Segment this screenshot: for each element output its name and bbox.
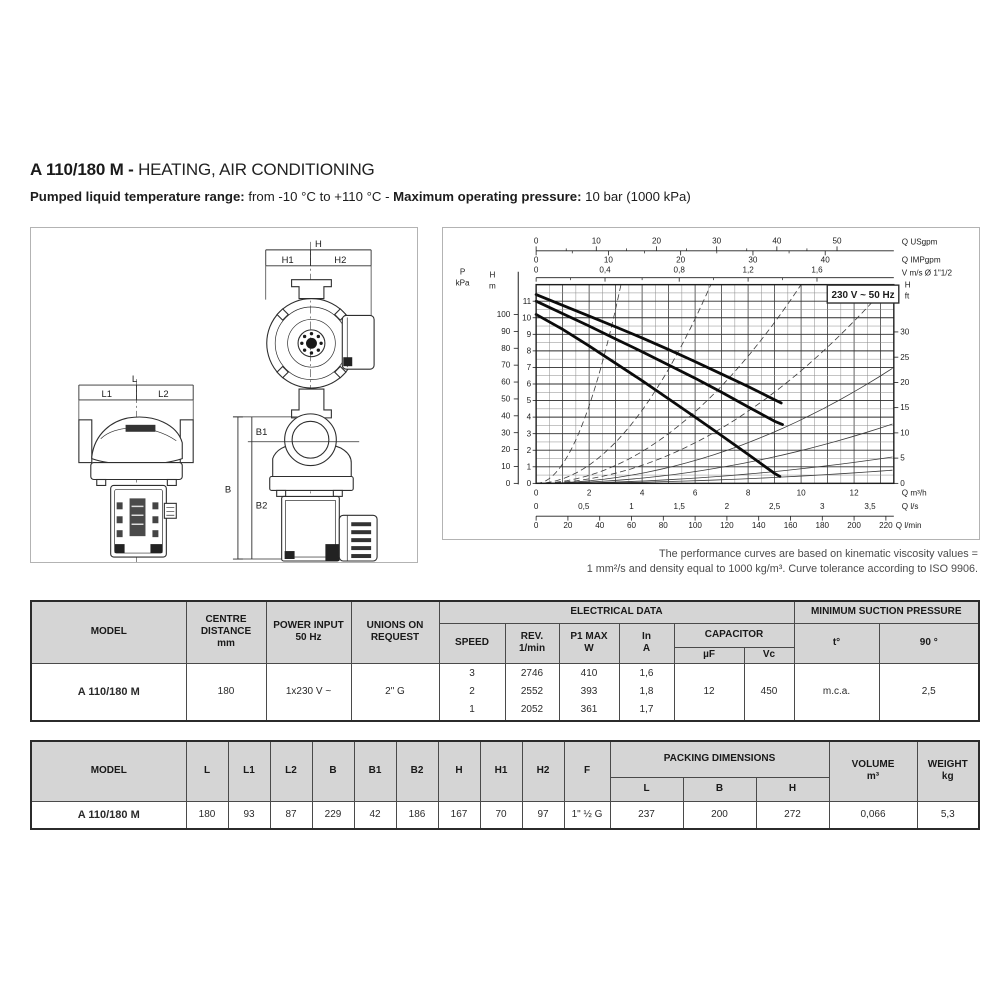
- col-header-p1max: P1 MAX W: [559, 623, 619, 663]
- svg-text:0: 0: [526, 478, 532, 488]
- subtitle-pressure-label: Maximum operating pressure:: [393, 189, 582, 204]
- subtitle-temp-value: from -10 °C to +110 °C -: [244, 189, 394, 204]
- power-input-value: 1x230 V ~: [266, 663, 351, 721]
- svg-text:9: 9: [526, 329, 532, 339]
- svg-text:20: 20: [501, 445, 511, 455]
- group-header-min-suction-pressure: MINIMUM SUCTION PRESSURE: [794, 601, 979, 623]
- model-title: A 110/180 M -: [30, 160, 139, 179]
- svg-text:20: 20: [900, 377, 910, 387]
- svg-text:0,8: 0,8: [673, 265, 685, 275]
- svg-text:1,5: 1,5: [673, 502, 685, 512]
- capacitor-vc-value: 450: [744, 663, 794, 721]
- col-header-vc: Vc: [744, 647, 794, 663]
- col-header-volume: VOLUME m³: [829, 741, 917, 801]
- subtitle-temp-label: Pumped liquid temperature range:: [30, 189, 245, 204]
- speed-values: 3 2 1: [439, 663, 505, 721]
- svg-text:60: 60: [626, 521, 637, 531]
- capacitor-uf-value: 12: [674, 663, 744, 721]
- svg-text:20: 20: [676, 255, 686, 265]
- svg-text:100: 100: [688, 521, 702, 531]
- H-value: 167: [438, 801, 480, 829]
- dim-label-B1: B1: [255, 426, 268, 438]
- svg-text:0: 0: [533, 488, 539, 498]
- svg-text:5: 5: [900, 453, 905, 463]
- pump-curve-speed-1: [536, 314, 780, 476]
- flange-band-side: [270, 477, 354, 491]
- svg-text:15: 15: [900, 403, 910, 413]
- chart-note: [338, 547, 978, 577]
- side-connector: [164, 503, 176, 518]
- table-row: [31, 663, 979, 721]
- svg-text:1: 1: [526, 462, 532, 472]
- svg-text:4: 4: [526, 412, 532, 422]
- svg-text:0: 0: [533, 265, 539, 275]
- svg-text:10: 10: [501, 462, 511, 472]
- svg-text:0: 0: [533, 502, 539, 512]
- side-view-drawing: [225, 414, 377, 561]
- pack-L-value: 237: [610, 801, 683, 829]
- svg-text:160: 160: [783, 521, 798, 531]
- col-header-L2: L2: [270, 741, 312, 801]
- svg-text:4: 4: [639, 488, 645, 498]
- svg-text:3: 3: [526, 429, 532, 439]
- svg-text:10: 10: [591, 236, 601, 246]
- B-value: 229: [312, 801, 354, 829]
- svg-text:40: 40: [772, 236, 782, 246]
- svg-text:m: m: [489, 281, 496, 291]
- svg-text:140: 140: [751, 521, 766, 531]
- svg-text:0: 0: [533, 255, 539, 265]
- svg-text:0,5: 0,5: [578, 502, 590, 512]
- svg-text:2: 2: [724, 502, 730, 512]
- col-header-unions: UNIONS ON REQUEST: [351, 601, 439, 663]
- svg-text:H: H: [904, 280, 911, 290]
- page-title: [30, 160, 375, 180]
- svg-text:1,2: 1,2: [742, 265, 754, 275]
- L1-value: 93: [228, 801, 270, 829]
- dimension-drawings-panel: [30, 227, 418, 563]
- performance-chart-panel: [442, 227, 980, 540]
- pump-dimension-drawing: [31, 228, 417, 562]
- dim-label-H2: H2: [334, 254, 347, 266]
- performance-chart: [443, 228, 979, 539]
- col-header-t: t°: [794, 623, 879, 663]
- svg-text:5: 5: [526, 396, 532, 406]
- svg-text:10: 10: [603, 255, 613, 265]
- model-cell: A 110/180 M: [31, 801, 186, 829]
- svg-text:3,5: 3,5: [864, 502, 876, 512]
- svg-text:2: 2: [526, 445, 532, 455]
- col-header-B2: B2: [396, 741, 438, 801]
- svg-text:10: 10: [900, 428, 910, 438]
- svg-text:V m/s Ø 1"1/2: V m/s Ø 1"1/2: [901, 268, 953, 278]
- svg-text:70: 70: [501, 360, 511, 370]
- svg-text:10: 10: [796, 488, 806, 498]
- dim-label-L: L: [131, 374, 138, 386]
- svg-text:11: 11: [522, 296, 532, 306]
- svg-text:40: 40: [820, 255, 830, 265]
- name-plate: [130, 498, 146, 536]
- col-header-H: H: [438, 741, 480, 801]
- group-header-electrical-data: ELECTRICAL DATA: [439, 601, 794, 623]
- col-header-speed: SPEED: [439, 623, 505, 663]
- weight-value: 5,3: [917, 801, 979, 829]
- B2-value: 186: [396, 801, 438, 829]
- volute-body: [92, 417, 182, 465]
- svg-text:60: 60: [501, 377, 511, 387]
- dim-label-H1: H1: [281, 254, 294, 266]
- dim-label-L1: L1: [101, 388, 112, 400]
- svg-text:6: 6: [526, 379, 532, 389]
- top-view-drawing: [79, 374, 193, 562]
- svg-text:40: 40: [595, 521, 605, 531]
- svg-text:30: 30: [900, 327, 910, 337]
- group-header-packing: PACKING DIMENSIONS: [610, 741, 829, 777]
- svg-text:220: 220: [879, 521, 893, 531]
- svg-text:30: 30: [501, 428, 511, 438]
- svg-text:50: 50: [832, 236, 842, 246]
- note-line-2: 1 mm²/s and density equal to 1000 kg/m³. Curve tolerance according to ISO 9906.: [586, 563, 978, 576]
- svg-text:0: 0: [533, 236, 539, 246]
- model-cell: A 110/180 M: [31, 663, 186, 721]
- svg-text:8: 8: [526, 346, 532, 356]
- pack-B-value: 200: [683, 801, 756, 829]
- in-values: 1,6 1,8 1,7: [619, 663, 674, 721]
- svg-text:0: 0: [533, 521, 539, 531]
- svg-text:P: P: [459, 267, 466, 277]
- svg-text:25: 25: [900, 352, 910, 362]
- col-header-pack-H: H: [756, 777, 829, 801]
- svg-text:1,6: 1,6: [811, 265, 823, 275]
- pump-curve-speed-2: [536, 301, 782, 424]
- F-value: 1" ½ G: [564, 801, 610, 829]
- svg-text:50: 50: [501, 394, 511, 404]
- dimensions-table: [30, 740, 980, 830]
- left-flange: [79, 420, 92, 463]
- dim-label-B: B: [224, 484, 232, 496]
- svg-text:30: 30: [712, 236, 722, 246]
- p1max-values: 410 393 361: [559, 663, 619, 721]
- svg-text:2,5: 2,5: [768, 502, 781, 512]
- col-header-model2: MODEL: [31, 741, 186, 801]
- col-header-rev: REV. 1/min: [505, 623, 559, 663]
- svg-text:H: H: [489, 270, 496, 280]
- col-header-L: L: [186, 741, 228, 801]
- rev-values: 2746 2552 2052: [505, 663, 559, 721]
- table-row: [31, 801, 979, 829]
- col-header-model: MODEL: [31, 601, 186, 663]
- svg-text:80: 80: [501, 343, 511, 353]
- svg-text:0: 0: [505, 478, 511, 488]
- dim-label-L2: L2: [158, 388, 169, 400]
- B1-value: 42: [354, 801, 396, 829]
- col-header-weight: WEIGHT kg: [917, 741, 979, 801]
- svg-text:30: 30: [748, 255, 758, 265]
- L2-value: 87: [270, 801, 312, 829]
- col-header-L1: L1: [228, 741, 270, 801]
- svg-text:Q m³/h: Q m³/h: [901, 488, 927, 498]
- col-header-centre-distance: CENTRE DISTANCE mm: [186, 601, 266, 663]
- svg-text:0: 0: [900, 478, 905, 488]
- svg-text:1: 1: [629, 502, 634, 512]
- svg-text:Q USgpm: Q USgpm: [901, 237, 938, 247]
- H1-value: 70: [480, 801, 522, 829]
- svg-text:120: 120: [720, 521, 734, 531]
- col-header-90deg: 90 °: [879, 623, 979, 663]
- svg-text:100: 100: [496, 310, 511, 320]
- svg-text:0,4: 0,4: [599, 265, 611, 275]
- application-title: HEATING, AIR CONDITIONING: [138, 160, 375, 179]
- svg-text:20: 20: [651, 236, 661, 246]
- col-header-uf: µF: [674, 647, 744, 663]
- note-line-1: The performance curves are based on kinematic viscosity values =: [659, 548, 978, 560]
- centre-distance-value: 180: [186, 663, 266, 721]
- dim-label-B2: B2: [255, 500, 268, 512]
- svg-text:40: 40: [501, 411, 511, 421]
- pack-H-value: 272: [756, 801, 829, 829]
- dim-label-H: H: [315, 238, 322, 250]
- svg-text:8: 8: [745, 488, 751, 498]
- svg-text:Q l/s: Q l/s: [901, 502, 919, 512]
- group-header-capacitor: CAPACITOR: [674, 623, 794, 647]
- col-header-in: In A: [619, 623, 674, 663]
- page-subtitle: [30, 189, 691, 204]
- col-header-H2: H2: [522, 741, 564, 801]
- subtitle-pressure-value: 10 bar (1000 kPa): [581, 189, 691, 204]
- pump-curve-speed-3: [536, 295, 781, 403]
- svg-text:kPa: kPa: [455, 278, 470, 288]
- L-value: 180: [186, 801, 228, 829]
- volume-value: 0,066: [829, 801, 917, 829]
- svg-text:230 V ~ 50 Hz: 230 V ~ 50 Hz: [831, 290, 895, 302]
- svg-text:10: 10: [522, 313, 532, 323]
- unions-value: 2" G: [351, 663, 439, 721]
- col-header-B: B: [312, 741, 354, 801]
- svg-text:3: 3: [820, 502, 825, 512]
- col-header-B1: B1: [354, 741, 396, 801]
- col-header-H1: H1: [480, 741, 522, 801]
- svg-text:2: 2: [586, 488, 592, 498]
- svg-text:20: 20: [563, 521, 573, 531]
- svg-text:200: 200: [847, 521, 861, 531]
- svg-text:6: 6: [692, 488, 698, 498]
- svg-text:90: 90: [501, 326, 511, 336]
- svg-text:ft: ft: [904, 291, 910, 301]
- t-value: m.c.a.: [794, 663, 879, 721]
- svg-text:Q l/min: Q l/min: [895, 521, 922, 531]
- svg-text:7: 7: [526, 363, 532, 373]
- col-header-F: F: [564, 741, 610, 801]
- svg-text:80: 80: [658, 521, 668, 531]
- svg-text:Q IMPgpm: Q IMPgpm: [901, 255, 941, 265]
- electrical-data-table: [30, 600, 980, 722]
- col-header-power-input: POWER INPUT 50 Hz: [266, 601, 351, 663]
- flange-band: [91, 463, 182, 480]
- front-view-drawing: [266, 239, 374, 418]
- col-header-pack-L: L: [610, 777, 683, 801]
- 90deg-value: 2,5: [879, 663, 979, 721]
- top-port: [292, 280, 332, 299]
- svg-text:180: 180: [815, 521, 830, 531]
- H2-value: 97: [522, 801, 564, 829]
- col-header-pack-B: B: [683, 777, 756, 801]
- svg-text:12: 12: [849, 488, 859, 498]
